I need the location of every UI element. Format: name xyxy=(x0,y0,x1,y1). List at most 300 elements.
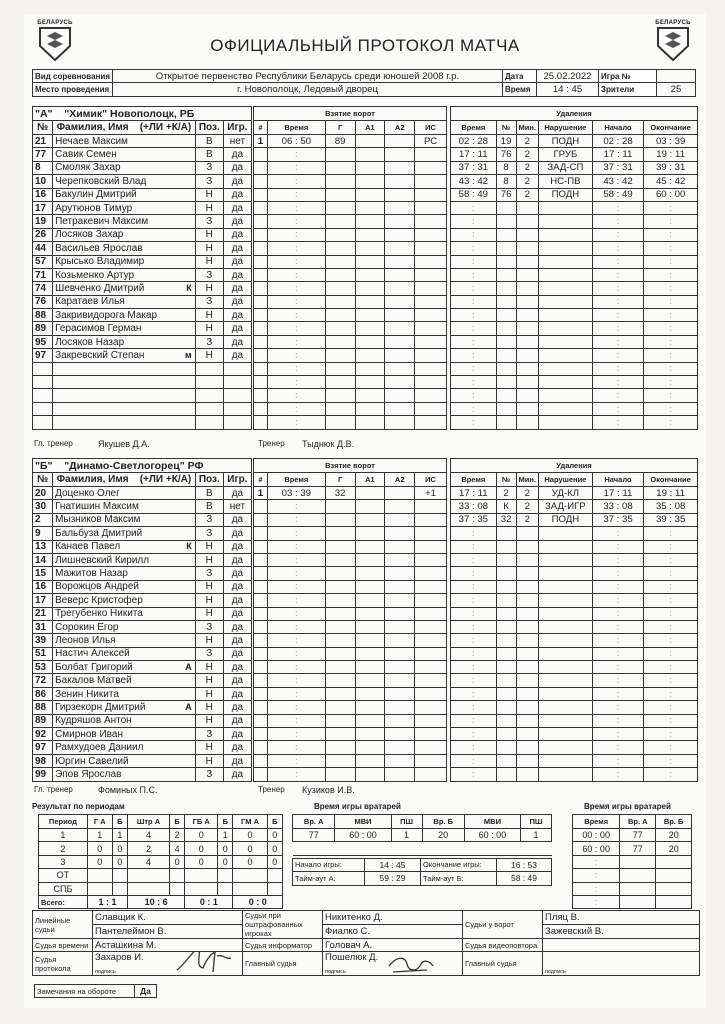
penalties-title: Удаления xyxy=(451,107,698,121)
player-name-cell xyxy=(53,567,196,580)
table-row xyxy=(33,661,252,674)
table-row xyxy=(33,634,252,647)
team-a-coach: Тыднюк Д.В. xyxy=(302,439,355,449)
penalty-player: 2 xyxy=(496,487,516,500)
player-number: 76 xyxy=(33,295,53,308)
penalty-row: : : : xyxy=(451,741,698,754)
penalty-player: 76 xyxy=(496,188,516,201)
goal-row: : xyxy=(254,175,447,188)
team-a-header: "А" "Химик" Новополоцк, РБ xyxy=(33,107,252,121)
linesman-2: Пантелеймон В. xyxy=(93,925,243,939)
player-name: Гнатишин Максим xyxy=(55,501,139,513)
spectators-value: 25 xyxy=(656,83,695,96)
player-name: Лосяков Назар xyxy=(55,336,125,348)
player-played: да xyxy=(223,188,251,201)
player-position: З xyxy=(195,215,223,228)
player-played: да xyxy=(223,661,251,674)
player-name: Леонов Илья xyxy=(55,634,116,646)
table-row xyxy=(33,513,252,526)
player-position: Н xyxy=(195,242,223,255)
remarks-table: Замечания на обороте Да xyxy=(34,984,157,998)
penalty-row: : : : xyxy=(451,309,698,322)
penalty-start: 43 : 42 xyxy=(592,175,643,188)
player-name: Трегубенко Никита xyxy=(55,608,143,620)
player-position: Н xyxy=(195,701,223,714)
table-row xyxy=(33,402,252,415)
penalty-player: 32 xyxy=(496,513,516,526)
player-position: Н xyxy=(195,255,223,268)
player-position: В xyxy=(195,135,223,148)
penalty-player: К xyxy=(496,500,516,513)
player-name-cell xyxy=(53,594,196,607)
player-name-cell xyxy=(53,754,196,767)
penalty-row: : : : xyxy=(451,215,698,228)
penalty-row: : : : xyxy=(451,322,698,335)
player-position: Н xyxy=(195,634,223,647)
penalty-start: 33 : 08 xyxy=(592,500,643,513)
time-value: 14 : 45 xyxy=(536,83,598,96)
goalie-time-a-title: Время игры вратарей xyxy=(314,802,401,811)
secretary-cell: Захаров И. подпись xyxy=(93,952,243,976)
player-number: 8 xyxy=(33,161,53,174)
timeout-b: 58 : 49 xyxy=(497,872,552,885)
player-position: З xyxy=(195,768,223,781)
goal-row: : xyxy=(254,567,447,580)
penalty-row: : : : xyxy=(451,674,698,687)
player-name: Настич Алексей xyxy=(55,648,130,660)
table-row xyxy=(33,674,252,687)
period-row: 1 1 1 4 2 0 1 0 0 xyxy=(39,829,283,842)
player-number: 44 xyxy=(33,242,53,255)
penalty-row xyxy=(451,135,698,148)
penalty-violation: ЗАД-ИГР xyxy=(538,500,592,513)
player-mark: А xyxy=(185,701,192,712)
competition-label: Вид соревнования xyxy=(33,70,113,83)
player-number: 71 xyxy=(33,268,53,281)
team-b-head-coach: Фоминых П.С. xyxy=(98,785,158,795)
goal-assist-2 xyxy=(385,487,415,500)
penalty-row: : : : xyxy=(451,754,698,767)
goalie-change-row: : xyxy=(573,869,692,882)
player-played: нет xyxy=(223,500,251,513)
table-row xyxy=(33,754,252,767)
player-number: 88 xyxy=(33,701,53,714)
penalty-start: 37 : 31 xyxy=(592,161,643,174)
player-played: да xyxy=(223,687,251,700)
player-name-cell xyxy=(53,322,196,335)
player-position: З xyxy=(195,567,223,580)
table-row xyxy=(33,701,252,714)
player-played: да xyxy=(223,701,251,714)
player-name: Юргин Савелий xyxy=(55,755,129,767)
player-name-cell xyxy=(53,661,196,674)
goal-row: : xyxy=(254,309,447,322)
goal-row: : xyxy=(254,728,447,741)
period-row: ОТ xyxy=(39,869,283,882)
player-name: Болбат Григорий xyxy=(55,661,133,673)
table-row xyxy=(33,540,252,553)
table-row xyxy=(33,553,252,566)
penalty-player: 19 xyxy=(496,135,516,148)
penalty-end: 45 : 42 xyxy=(644,175,698,188)
goal-row: : xyxy=(254,768,447,781)
goal-row: : xyxy=(254,295,447,308)
venue-value: г. Новополоцк, Ледовый дворец xyxy=(112,83,502,96)
player-position: Н xyxy=(195,607,223,620)
player-played: нет xyxy=(223,135,251,148)
goal-row: : xyxy=(254,741,447,754)
player-name: Мызников Максим xyxy=(55,514,141,526)
player-played: да xyxy=(223,634,251,647)
goalie-change-row: : xyxy=(573,855,692,868)
player-name-cell xyxy=(53,553,196,566)
goalie-time-b-table: Время Вр. А Вр. Б 00 : 00 77 20 60 : 00 77 20 : : : : xyxy=(572,814,692,909)
player-number: 14 xyxy=(33,553,53,566)
table-row xyxy=(33,148,252,161)
player-number: 21 xyxy=(33,607,53,620)
player-number: 15 xyxy=(33,567,53,580)
goal-row: : xyxy=(254,687,447,700)
player-position: З xyxy=(195,161,223,174)
player-name-cell xyxy=(53,741,196,754)
team-a-penalties-table: Удаления Время № Мин. Нарушение Начало Окончание 02 : 28 19 2 ПОДН 02 : 28 03 : 39 17 : 11 76 2 ГРУБ 17 : 11 19 : 11 37 : 31 8 2 ЗАД-СП 37 : 31 39 : 31 43 : 42 8 2 НС-ПВ 43 : 42 45 : 42 58 : 49 76 2 ПОДН 58 : 49 60 : 00 : : : : : : : : : : : : : : : : : : : : : : : : : : : : : : : : : : : : : : : : : : : : : : : : : : : xyxy=(450,106,698,430)
penalty-row: : : : xyxy=(451,416,698,429)
player-played: да xyxy=(223,242,251,255)
informer: Головач А. xyxy=(323,939,463,952)
penalty-row: : : : xyxy=(451,553,698,566)
goal-row: : xyxy=(254,161,447,174)
player-position: Н xyxy=(195,349,223,362)
goal-situation: РС xyxy=(415,135,447,148)
penalty-time: 37 : 35 xyxy=(451,513,497,526)
table-row xyxy=(33,487,252,500)
penalty-row: : : : xyxy=(451,728,698,741)
penalty-row: : : : xyxy=(451,201,698,214)
goal-row: : xyxy=(254,580,447,593)
player-number: 39 xyxy=(33,634,53,647)
goal-time: 06 : 50 xyxy=(267,135,325,148)
player-number: 13 xyxy=(33,540,53,553)
player-name: Доценко Олег xyxy=(55,487,120,499)
player-number: 95 xyxy=(33,335,53,348)
penalty-violation: ПОДН xyxy=(538,513,592,526)
referee2-cell: подпись xyxy=(543,952,700,976)
penalty-violation: ПОДН xyxy=(538,135,592,148)
team-a-roster: "А" "Химик" Новополоцк, РБ № Фамилия, Имя (+ЛИ +К/А) Поз. Игр. 21 Нечаев Максим В нет 77 Савик Семен В да 8 Смоляк Захар З да 10 Черепковский Влад З да 16 Бакулин Дмитрий Н да 17 Арутюнов Тимур Н да 19 Петракевич Максим З да 26 Лосяков Захар Н да 44 Васильев Ярослав Н да 57 Крысько Владимир Н да 71 Козьменко Артур З да 74 Шевченко Дмитрий К Н да 76 Каратаев Илья З да 88 Закривидорога Макар Н да 89 Герасимов Герман Н да 95 Лосяков Назар З да 97 Закревский Степан м Н да xyxy=(32,106,252,430)
penalty-row: : : : xyxy=(451,402,698,415)
player-position: З xyxy=(195,527,223,540)
player-name-cell xyxy=(53,768,196,781)
player-played: да xyxy=(223,228,251,241)
officials-table: Линейные судьи Славщик К. Судьи при оштрафованных игроках Никитенко Д. Судьи у ворот Пляц В. Пантелеймон В. Фиалко С. Зажевский В. Судья времени Асташкина М. Судья информатор Головач А. Судья видеоповтора Судья протокола Захаров И. подпись Главный судья Пошелюк Д. подпись Главный судья подпись xyxy=(32,910,700,976)
player-name-cell xyxy=(53,674,196,687)
penalty-player: 76 xyxy=(496,148,516,161)
table-row xyxy=(33,242,252,255)
penalty-end: 39 : 31 xyxy=(644,161,698,174)
penalty-minutes: 2 xyxy=(516,161,538,174)
player-name-cell xyxy=(53,282,196,295)
player-position: Н xyxy=(195,580,223,593)
goal-scorer: 32 xyxy=(325,487,355,500)
table-row xyxy=(33,527,252,540)
team-b-goals-table: Взятие ворот # Время Г А1 А2 ИС 1 03 : 39 32 +1 : : : : : : : : : : : : : : : : : : : : : xyxy=(253,458,447,782)
player-name: Арутюнов Тимур xyxy=(55,202,133,214)
player-name: Бакалов Матвей xyxy=(55,675,132,687)
team-b-roster: "Б" "Динамо-Светлогорец" РФ № Фамилия, Имя (+ЛИ +К/А) Поз. Игр. 20 Доценко Олег В да 30 Гнатишин Максим В нет 2 Мызников Максим З да 9 Бальбуза Дмитрий З да 13 Канаев Павел К Н да 14 Лишневский Кирилл Н да 15 Мажитов Назар З да 16 Ворожцов Андрей Н да 17 Веверс Кристофер Н да 21 Трегубенко Никита Н да 31 Сорокин Егор З да 39 Леонов Илья Н да 51 Настич Алексей З да 53 Болбат Григорий А Н да 72 Бакалов Матвей Н да 86 Зенин Никита Н да 88 Гирзекорн Дмитрий А Н да 89 Кудряшов Антон Н да 92 Смирнов Иван З да 97 Рамхудоев Даниил Н да 98 Юргин Савелий Н да 99 Эпов Ярослав З да xyxy=(32,458,252,782)
goalie-change-row: : xyxy=(573,895,692,908)
penalty-start: 02 : 28 xyxy=(592,135,643,148)
penalty-end: 60 : 00 xyxy=(644,188,698,201)
table-row xyxy=(33,322,252,335)
results-title: Результат по периодам xyxy=(32,802,125,811)
penalty-row xyxy=(451,161,698,174)
penalty-time: 17 : 11 xyxy=(451,148,497,161)
penalty-end: 03 : 39 xyxy=(644,135,698,148)
player-number: 17 xyxy=(33,201,53,214)
goal-row: : xyxy=(254,362,447,375)
goal-row: : xyxy=(254,402,447,415)
penalty-row xyxy=(451,175,698,188)
player-name: Гирзекорн Дмитрий xyxy=(55,701,146,713)
penalty-minutes: 2 xyxy=(516,135,538,148)
linesman-1: Славщик К. xyxy=(93,911,243,925)
player-name-cell xyxy=(53,500,196,513)
player-played: да xyxy=(223,567,251,580)
team-a-goals-table: Взятие ворот # Время Г А1 А2 ИС 1 06 : 50 89 РС : : : : : : : : : : : : : : : : : : : : : xyxy=(253,106,447,430)
team-b-header: "Б" "Динамо-Светлогорец" РФ xyxy=(33,459,252,473)
table-row xyxy=(33,228,252,241)
goal-number: 1 xyxy=(254,135,268,148)
player-name-cell xyxy=(53,634,196,647)
player-name: Крысько Владимир xyxy=(55,256,145,268)
player-name-cell xyxy=(53,607,196,620)
team-b-coaches: Гл. тренер Фоминых П.С. Тренер Кузиков И.В. xyxy=(34,785,355,795)
player-name: Васильев Ярослав xyxy=(55,242,143,254)
player-mark: К xyxy=(186,541,192,552)
table-row xyxy=(33,335,252,348)
player-played: да xyxy=(223,148,251,161)
goal-row: : xyxy=(254,228,447,241)
goal-row: : xyxy=(254,553,447,566)
team-a-coaches: Гл. тренер Якушев Д.А. Тренер Тыднюк Д.В. xyxy=(34,439,355,449)
period-row: 3 0 0 4 0 0 0 0 0 xyxy=(39,855,283,868)
player-name: Смоляк Захар xyxy=(55,162,121,174)
player-name: Петракевич Максим xyxy=(55,216,149,228)
player-played: да xyxy=(223,282,251,295)
goal-judge-2: Зажевский В. xyxy=(543,925,700,939)
goal-row xyxy=(254,487,447,500)
table-row xyxy=(33,687,252,700)
player-name: Закревский Степан xyxy=(55,349,145,361)
penalty-end: 19 : 11 xyxy=(644,487,698,500)
player-name: Нечаев Максим xyxy=(55,135,128,147)
totals-row: Всего: 1 : 1 10 : 6 0 : 1 0 : 0 xyxy=(39,895,283,908)
team-a-head-coach: Якушев Д.А. xyxy=(98,439,150,449)
player-number: 98 xyxy=(33,754,53,767)
player-number: 57 xyxy=(33,255,53,268)
protocol-sheet xyxy=(24,14,706,1008)
goal-row: : xyxy=(254,282,447,295)
player-number: 9 xyxy=(33,527,53,540)
goal-row: : xyxy=(254,215,447,228)
goal-row: : xyxy=(254,634,447,647)
player-played: да xyxy=(223,335,251,348)
penalty-row: : : : xyxy=(451,527,698,540)
penalty-minutes: 2 xyxy=(516,513,538,526)
player-name-cell xyxy=(53,701,196,714)
player-mark: м xyxy=(185,349,192,360)
goals-title: Взятие ворот xyxy=(254,107,447,121)
player-number: 21 xyxy=(33,135,53,148)
player-number: 72 xyxy=(33,674,53,687)
player-played: да xyxy=(223,647,251,660)
video-judge xyxy=(543,939,700,952)
penalty-start: 58 : 49 xyxy=(592,188,643,201)
player-name: Рамхудоев Даниил xyxy=(55,742,144,754)
period-row: 2 0 0 2 4 0 0 0 0 xyxy=(39,842,283,855)
player-name-cell xyxy=(53,527,196,540)
goal-row: : xyxy=(254,416,447,429)
period-row: СПБ xyxy=(39,882,283,895)
remarks-section xyxy=(34,984,157,998)
penalty-player: 8 xyxy=(496,161,516,174)
player-position: З xyxy=(195,620,223,633)
penalty-row: : : : xyxy=(451,282,698,295)
goal-row: : xyxy=(254,500,447,513)
player-name-cell xyxy=(53,335,196,348)
goal-row: : xyxy=(254,255,447,268)
player-played: да xyxy=(223,255,251,268)
goal-row: : xyxy=(254,674,447,687)
table-row xyxy=(33,728,252,741)
team-a-penalties-section xyxy=(450,106,698,430)
penalty-row xyxy=(451,188,698,201)
player-number: 19 xyxy=(33,215,53,228)
goal-row: : xyxy=(254,647,447,660)
table-row xyxy=(33,309,252,322)
player-number: 30 xyxy=(33,500,53,513)
penalty-time: 02 : 28 xyxy=(451,135,497,148)
player-number: 97 xyxy=(33,349,53,362)
penalty-row: : : : xyxy=(451,714,698,727)
player-position: Н xyxy=(195,188,223,201)
game-end: 16 : 53 xyxy=(497,858,552,871)
player-name-cell xyxy=(53,215,196,228)
goal-row: : xyxy=(254,513,447,526)
penalty-row: : : : xyxy=(451,228,698,241)
player-name: Савик Семен xyxy=(55,149,117,161)
penalty-row: : : : xyxy=(451,540,698,553)
penalty-row: : : : xyxy=(451,376,698,389)
timeout-a: 59 : 29 xyxy=(365,872,421,885)
game-start: 14 : 45 xyxy=(365,858,421,871)
player-name: Лосяков Захар xyxy=(55,229,124,241)
table-row xyxy=(33,500,252,513)
goal-row: : xyxy=(254,349,447,362)
goal-assist-1 xyxy=(355,487,385,500)
player-played: да xyxy=(223,674,251,687)
penalty-minutes: 2 xyxy=(516,175,538,188)
player-name: Веверс Кристофер xyxy=(55,594,143,606)
player-number: 92 xyxy=(33,728,53,741)
goal-row: : xyxy=(254,201,447,214)
player-position: Н xyxy=(195,322,223,335)
team-b-goals-section xyxy=(253,458,447,782)
player-number: 2 xyxy=(33,513,53,526)
table-row xyxy=(33,714,252,727)
goalie-time-a-table: Вр. А МВИ ПШ Вр. Б МВИ ПШ 77 60 : 00 1 20 60 : 00 1 xyxy=(292,814,552,856)
penalty-end: 19 : 11 xyxy=(644,148,698,161)
player-number: 86 xyxy=(33,687,53,700)
total-penalties: 10 : 6 xyxy=(128,895,185,908)
player-name: Мажитов Назар xyxy=(55,568,128,580)
total-gm: 0 : 0 xyxy=(233,895,283,908)
player-position: Н xyxy=(195,594,223,607)
player-name-cell xyxy=(53,687,196,700)
penalty-row: : : : xyxy=(451,389,698,402)
player-position: З xyxy=(195,295,223,308)
penalty-minutes: 2 xyxy=(516,500,538,513)
player-number: 89 xyxy=(33,714,53,727)
player-position: Н xyxy=(195,741,223,754)
penalty-minutes: 2 xyxy=(516,148,538,161)
player-number: 17 xyxy=(33,594,53,607)
player-name-cell xyxy=(53,647,196,660)
penalty-end: 39 : 35 xyxy=(644,513,698,526)
penalty-end: 35 : 08 xyxy=(644,500,698,513)
timekeeper: Асташкина М. xyxy=(93,939,243,952)
player-played: да xyxy=(223,620,251,633)
player-position: З xyxy=(195,513,223,526)
goalie-time-a-section xyxy=(292,814,552,886)
player-number: 16 xyxy=(33,188,53,201)
player-name: Лишневский Кирилл xyxy=(55,554,150,566)
player-position: З xyxy=(195,647,223,660)
referee: Пошелюк Д. xyxy=(325,952,379,964)
player-name-cell xyxy=(53,148,196,161)
match-info-table xyxy=(32,69,696,97)
goal-row: : xyxy=(254,594,447,607)
goal-assist-1 xyxy=(355,135,385,148)
penalty-time: 17 : 11 xyxy=(451,487,497,500)
game-times-table: Начало игры: 14 : 45 Окончание игры: 16 : 53 Тайм-аут А: 59 : 29 Тайм-аут Б: 58 : 49 xyxy=(292,858,552,886)
player-name: Эпов Ярослав xyxy=(55,768,122,780)
player-position: В xyxy=(195,148,223,161)
total-gb: 0 : 1 xyxy=(185,895,233,908)
penalty-judge-1: Никитенко Д. xyxy=(323,911,463,925)
goal-row: : xyxy=(254,701,447,714)
goal-row: : xyxy=(254,607,447,620)
goal-assist-2 xyxy=(385,135,415,148)
total-goals: 1 : 1 xyxy=(87,895,127,908)
player-played: да xyxy=(223,309,251,322)
player-name-cell xyxy=(53,201,196,214)
goalie-change-row: 60 : 00 77 20 xyxy=(573,842,692,855)
player-position: Н xyxy=(195,754,223,767)
player-number: 99 xyxy=(33,768,53,781)
remarks-value: Да xyxy=(135,985,157,998)
player-position: Н xyxy=(195,661,223,674)
penalty-violation: ЗАД-СП xyxy=(538,161,592,174)
player-played: да xyxy=(223,295,251,308)
player-number: 20 xyxy=(33,487,53,500)
venue-label: Место проведения xyxy=(33,83,113,96)
penalty-row: : : : xyxy=(451,268,698,281)
penalty-row: : : : xyxy=(451,634,698,647)
goal-row: : xyxy=(254,527,447,540)
player-position: Н xyxy=(195,282,223,295)
penalty-row xyxy=(451,513,698,526)
